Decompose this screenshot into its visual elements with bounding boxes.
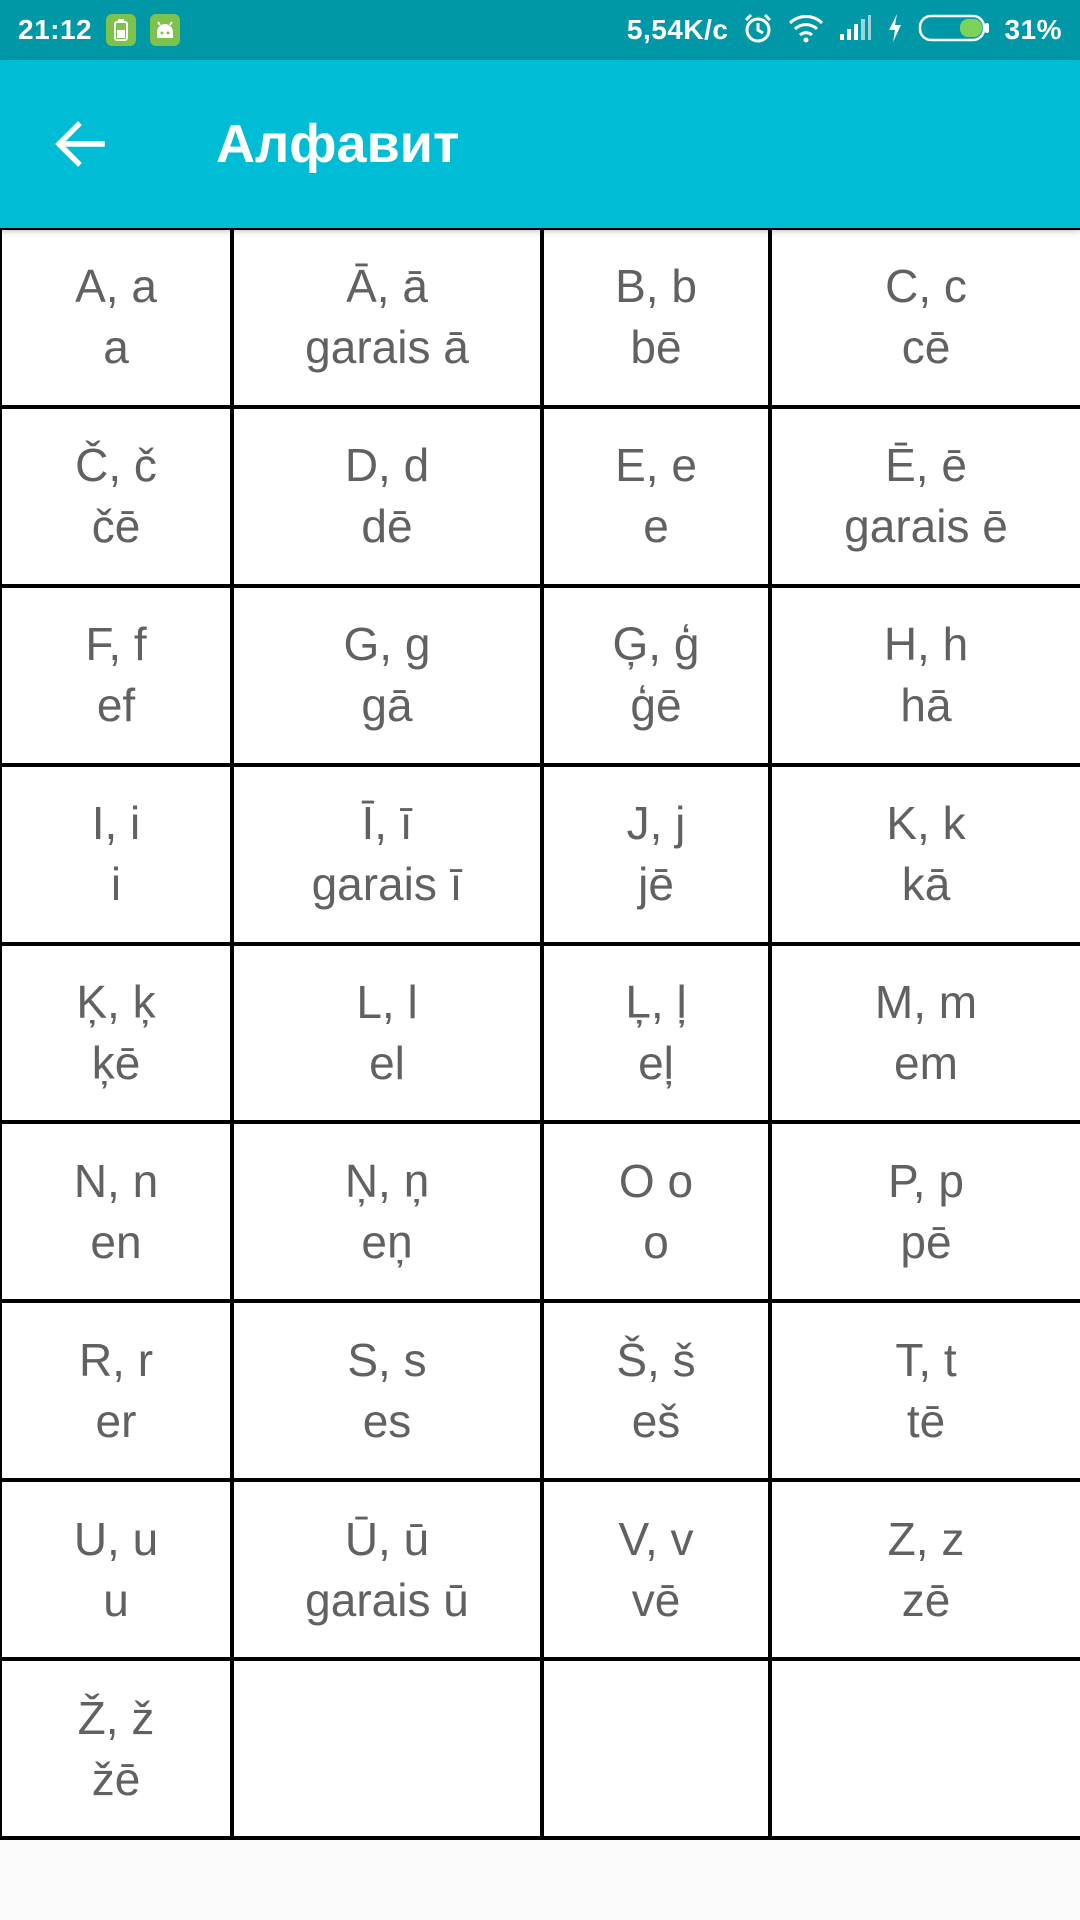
letter-glyph: E, e — [615, 439, 697, 492]
status-right — [627, 12, 1062, 49]
letter-glyph: S, s — [347, 1333, 427, 1386]
letter-name: žē — [91, 1752, 141, 1805]
letter-name: garais ū — [305, 1573, 469, 1626]
letter-cell[interactable] — [772, 946, 1080, 1121]
letter-glyph: Ž, ž — [77, 1691, 155, 1744]
letter-glyph: L, l — [356, 975, 418, 1028]
letter-name: dē — [361, 500, 413, 553]
letter-cell[interactable] — [234, 409, 540, 584]
letter-glyph: F, f — [85, 618, 147, 671]
letter-name: pē — [900, 1215, 952, 1268]
status-left — [18, 14, 180, 46]
letter-name: a — [103, 321, 129, 374]
letter-cell[interactable] — [2, 230, 230, 405]
letter-cell[interactable] — [544, 946, 768, 1121]
letter-cell[interactable] — [544, 1303, 768, 1478]
letter-name: cē — [901, 321, 951, 374]
letter-name: em — [894, 1036, 958, 1089]
letter-glyph: O o — [618, 1154, 694, 1207]
letter-glyph: Ņ, ņ — [344, 1154, 430, 1207]
letter-glyph: G, g — [343, 618, 431, 671]
letter-cell[interactable] — [544, 230, 768, 405]
letter-cell[interactable] — [234, 767, 540, 942]
letter-cell[interactable] — [2, 1124, 230, 1299]
letter-cell[interactable] — [234, 946, 540, 1121]
letter-name: hā — [900, 679, 952, 732]
letter-name: el — [369, 1036, 405, 1089]
letter-cell[interactable] — [2, 409, 230, 584]
letter-glyph: Š, š — [616, 1333, 696, 1386]
empty-cell — [234, 1661, 540, 1836]
letter-cell[interactable] — [772, 230, 1080, 405]
letter-glyph: Ģ, ģ — [612, 618, 700, 671]
letter-name: zē — [901, 1573, 951, 1626]
letter-glyph: Č, č — [75, 439, 157, 492]
letter-name: eš — [631, 1394, 681, 1447]
letter-name: u — [103, 1573, 129, 1626]
alphabet-grid — [0, 228, 1080, 1840]
letter-cell[interactable] — [772, 1303, 1080, 1478]
letter-glyph: D, d — [344, 439, 430, 492]
status-time: 21:12 — [18, 14, 93, 45]
letter-cell[interactable] — [772, 1124, 1080, 1299]
letter-cell[interactable] — [2, 946, 230, 1121]
battery-icon — [918, 13, 990, 48]
letter-glyph: I, i — [91, 797, 141, 850]
letter-glyph: R, r — [78, 1333, 154, 1386]
letter-glyph: U, u — [73, 1512, 159, 1565]
letter-cell[interactable] — [544, 767, 768, 942]
letter-cell[interactable] — [544, 588, 768, 763]
empty-cell — [772, 1661, 1080, 1836]
letter-cell[interactable] — [2, 1482, 230, 1657]
letter-glyph: M, m — [874, 975, 978, 1028]
app-bar — [0, 60, 1080, 228]
battery-percent: 31% — [1004, 14, 1062, 45]
letter-name: ķē — [91, 1036, 141, 1089]
letter-glyph: Ķ, ķ — [76, 975, 156, 1028]
letter-glyph: T, t — [895, 1333, 957, 1386]
letter-name: tē — [906, 1394, 946, 1447]
letter-name: i — [110, 858, 122, 911]
charging-icon — [886, 13, 904, 48]
letter-name: es — [362, 1394, 412, 1447]
letter-cell[interactable] — [544, 1124, 768, 1299]
letter-name: eļ — [638, 1036, 674, 1089]
letter-name: ef — [96, 679, 136, 732]
letter-glyph: Z, z — [887, 1512, 965, 1565]
back-button[interactable] — [40, 104, 120, 184]
letter-cell[interactable] — [234, 230, 540, 405]
letter-name: kā — [901, 858, 951, 911]
empty-cell — [544, 1661, 768, 1836]
letter-cell[interactable] — [234, 1303, 540, 1478]
letter-glyph: Ļ, ļ — [625, 975, 687, 1028]
letter-cell[interactable] — [772, 767, 1080, 942]
signal-icon — [838, 14, 872, 47]
letter-cell[interactable] — [772, 409, 1080, 584]
letter-glyph: P, p — [888, 1154, 964, 1207]
wifi-icon — [788, 13, 824, 48]
letter-name: garais ē — [844, 500, 1008, 553]
letter-cell[interactable] — [234, 1124, 540, 1299]
letter-glyph: Ī, ī — [361, 797, 413, 850]
status-bar — [0, 0, 1080, 60]
arrow-back-icon — [52, 116, 108, 172]
letter-glyph: A, a — [75, 260, 157, 313]
letter-name: eņ — [361, 1215, 413, 1268]
letter-glyph: N, n — [73, 1154, 159, 1207]
letter-name: o — [643, 1215, 669, 1268]
letter-cell[interactable] — [2, 1661, 230, 1836]
letter-glyph: Ā, ā — [346, 260, 428, 313]
letter-name: ģē — [630, 679, 682, 732]
letter-glyph: B, b — [615, 260, 697, 313]
letter-name: en — [90, 1215, 142, 1268]
letter-name: jē — [638, 858, 674, 911]
letter-cell[interactable] — [544, 409, 768, 584]
letter-name: garais ī — [311, 858, 463, 911]
letter-name: vē — [631, 1573, 681, 1626]
letter-name: bē — [630, 321, 682, 374]
letter-glyph: V, v — [618, 1512, 694, 1565]
letter-cell[interactable] — [234, 1482, 540, 1657]
letter-name: e — [643, 500, 669, 553]
letter-name: gā — [361, 679, 413, 732]
letter-cell[interactable] — [234, 588, 540, 763]
letter-glyph: Ū, ū — [344, 1512, 430, 1565]
letter-cell[interactable] — [2, 767, 230, 942]
letter-name: er — [95, 1394, 137, 1447]
battery-notification-icon — [106, 14, 136, 46]
letter-name: garais ā — [305, 321, 469, 374]
page-title: Алфавит — [216, 114, 460, 174]
letter-glyph: H, h — [883, 618, 969, 671]
letter-name: čē — [91, 500, 141, 553]
letter-glyph: C, c — [885, 260, 967, 313]
letter-cell[interactable] — [772, 588, 1080, 763]
alarm-icon — [742, 12, 774, 49]
android-notification-icon — [150, 14, 180, 46]
letter-glyph: J, j — [626, 797, 686, 850]
letter-cell[interactable] — [2, 588, 230, 763]
letter-cell[interactable] — [544, 1482, 768, 1657]
letter-cell[interactable] — [772, 1482, 1080, 1657]
letter-glyph: K, k — [886, 797, 966, 850]
letter-glyph: Ē, ē — [885, 439, 967, 492]
letter-cell[interactable] — [2, 1303, 230, 1478]
network-speed: 5,54K/c — [626, 14, 729, 45]
